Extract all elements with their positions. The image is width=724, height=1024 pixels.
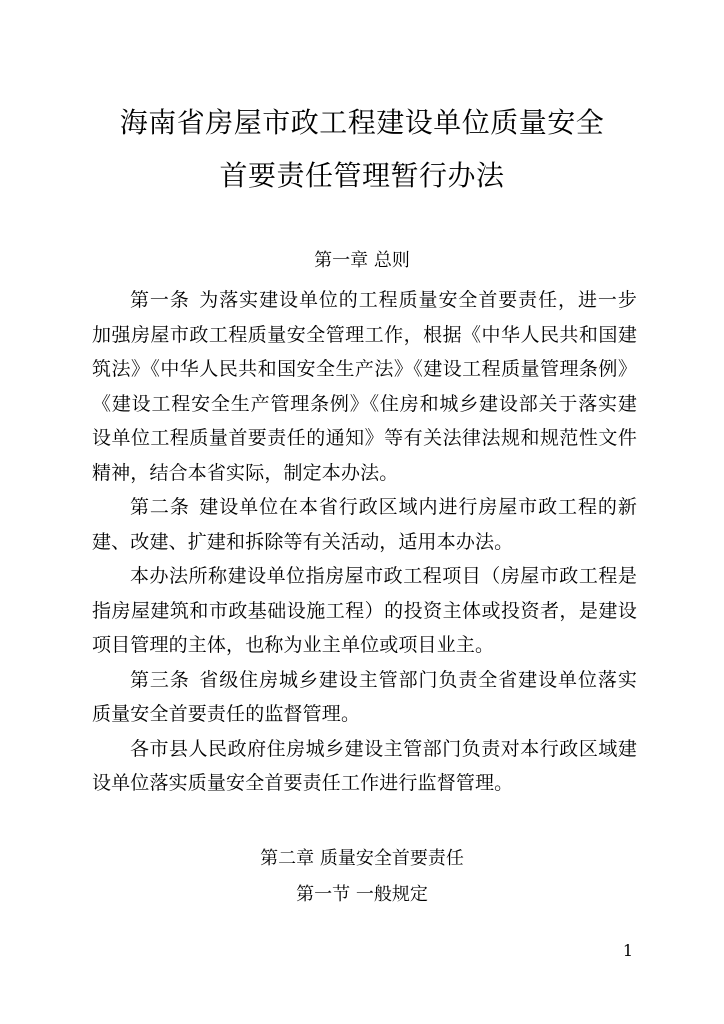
article-number: 第三条 [130, 668, 190, 691]
article-2-definition-paragraph [92, 559, 637, 663]
document-title-line-1: 海南省房屋市政工程建设单位质量安全 [119, 106, 605, 139]
paragraph-text: 本办法所称建设单位指房屋市政工程项目（房屋市政工程是指房屋建筑和市政基础设施工程）的投资主体或投资者，是建设项目管理的主体，也称为业主单位或项目业主。 [92, 565, 637, 656]
article-number: 第二条 [130, 496, 190, 518]
article-text: 省级住房城乡建设主管部门负责全省建设单位落实质量安全首要责任的监督管理。 [92, 668, 637, 725]
article-1-paragraph [92, 283, 637, 490]
article-number: 第一条 [130, 289, 190, 311]
paragraph-text: 各市县人民政府住房城乡建设主管部门负责对本行政区域建设单位落实质量安全首要责任工作进行监督管理。 [92, 737, 637, 794]
article-2-paragraph [92, 490, 637, 559]
article-3-supplement-paragraph [92, 732, 637, 801]
article-text: 为落实建设单位的工程质量安全首要责任，进一步加强房屋市政工程质量安全管理工作，根据《中华人民共和国建筑法》《中华人民共和国安全生产法》《建设工程质量管理条例》《建设工程安全生产管理条例》《住房和城乡建设部关于落实建设单位工程质量首要责任的通知》等有关法律法规和规范性文件精神，结合本省实际，制定本办法。 [92, 289, 637, 484]
section-1-heading: 第一节 一般规定 [296, 884, 428, 905]
article-text: 建设单位在本省行政区域内进行房屋市政工程的新建、改建、扩建和拆除等有关活动，适用本办法。 [92, 496, 637, 553]
article-3-paragraph [92, 663, 637, 732]
chapter-2-heading: 第二章 质量安全首要责任 [260, 848, 464, 869]
document-title-line-2: 首要责任管理暂行办法 [219, 159, 505, 192]
chapter-1-body [92, 283, 637, 801]
chapter-1-heading: 第一章 总则 [314, 250, 410, 271]
page-number: 1 [622, 941, 633, 960]
